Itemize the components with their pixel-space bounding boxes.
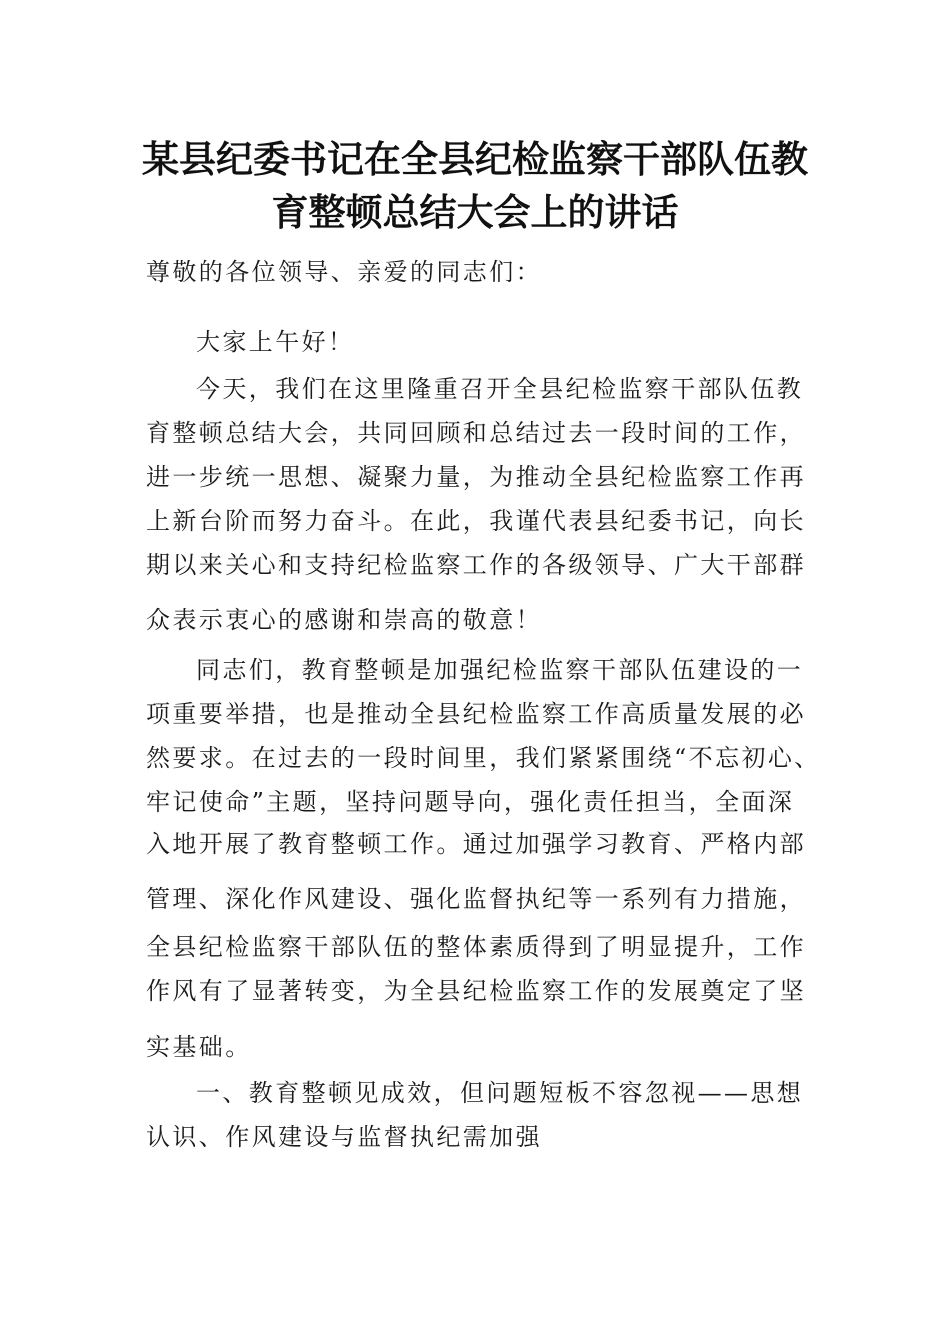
paragraph-2-line: 然要求。在过去的一段时间里，我们紧紧围绕“不忘初心、	[146, 744, 821, 772]
paragraph-2-line: 入地开展了教育整顿工作。通过加强学习教育、严格内部	[146, 830, 806, 858]
paragraph-1-line: 育整顿总结大会，共同回顾和总结过去一段时间的工作，	[146, 419, 806, 447]
paragraph-2-line: 实基础。	[146, 1033, 252, 1061]
greeting: 大家上午好！	[196, 328, 355, 356]
paragraph-1-line: 期以来关心和支持纪检监察工作的各级领导、广大干部群	[146, 551, 806, 579]
paragraph-1-line: 上新台阶而努力奋斗。在此，我谨代表县纪委书记，向长	[146, 507, 806, 535]
document-title-line-2: 育整顿总结大会上的讲话	[271, 191, 679, 234]
paragraph-2-line: 管理、深化作风建设、强化监督执纪等一系列有力措施，	[146, 885, 806, 913]
paragraph-2-line: 同志们，教育整顿是加强纪检监察干部队伍建设的一	[196, 656, 804, 684]
paragraph-1-line: 今天，我们在这里隆重召开全县纪检监察干部队伍教	[196, 375, 804, 403]
paragraph-1-line: 进一步统一思想、凝聚力量，为推动全县纪检监察工作再	[146, 463, 806, 491]
paragraph-2-line: 牢记使命”主题，坚持问题导向，强化责任担当，全面深	[146, 788, 795, 816]
document-title-line-1: 某县纪委书记在全县纪检监察干部队伍教	[142, 138, 808, 181]
salutation: 尊敬的各位领导、亲爱的同志们：	[146, 258, 542, 286]
paragraph-1-line: 众表示衷心的感谢和崇高的敬意！	[146, 606, 542, 634]
paragraph-2-line: 作风有了显著转变，为全县纪检监察工作的发展奠定了坚	[146, 977, 806, 1005]
section-heading-line: 认识、作风建设与监督执纪需加强	[146, 1123, 542, 1151]
paragraph-2-line: 项重要举措，也是推动全县纪检监察工作高质量发展的必	[146, 700, 806, 728]
paragraph-2-line: 全县纪检监察干部队伍的整体素质得到了明显提升，工作	[146, 933, 806, 961]
section-heading-line: 一、教育整顿见成效，但问题短板不容忽视——思想	[196, 1079, 804, 1107]
